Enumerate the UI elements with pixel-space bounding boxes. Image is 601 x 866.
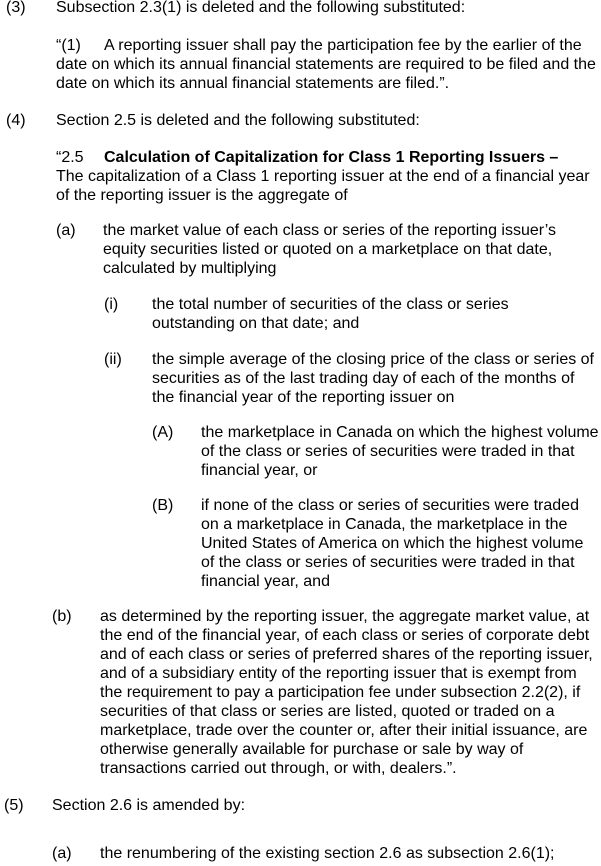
item-text: A reporting issuer shall pay the participation fee by the earlier of the date on which its annual financial statements are required to be filed and the date on which its annual financial statements are filed.”. (56, 37, 596, 92)
item-heading: Calculation of Capitalization for Class 1 Reporting Issuers – (104, 149, 559, 166)
item-text: the simple average of the closing price of the class or series of securities as of the last trading day of each of the months of the financial year of the reporting issuer on (152, 351, 594, 406)
item-number: (a) (56, 222, 76, 239)
item-number: (4) (6, 112, 26, 129)
item-text: as determined by the reporting issuer, the aggregate market value, at the end of the financial year, of each class or series of corporate debt and of each class or series of preferred shares of the reporting issuer, and of a subsidiary entity of the reporting issuer that is exempt from the requirement to pay a participation fee under subsection 2.2(2), if securities of that class or series are listed, quoted or traded on a marketplace, trade over the counter or, after their initial issuance, are otherwise generally available for purchase or sale by way of transactions carried out through, or with, dealers.”. (100, 608, 593, 777)
item-text: if none of the class or series of securities were traded on a marketplace in Canada, the marketplace in the United States of America on which the highest volume of the class or series of securities were traded in that financial year, and (201, 497, 584, 590)
item-text: Section 2.6 is amended by: (52, 797, 246, 814)
item-number: “2.5 (56, 149, 84, 166)
item-text: The capitalization of a Class 1 reporting issuer at the end of a financial year of the reporting issuer is the aggregate of (56, 168, 590, 204)
item-number: “(1) (56, 37, 81, 54)
item-number: (ii) (104, 351, 122, 368)
item-number: (5) (4, 797, 24, 814)
item-text: the total number of securities of the class or series outstanding on that date; and (152, 296, 509, 332)
item-text: the marketplace in Canada on which the highest volume of the class or series of securities were traded in that financial year, or (201, 424, 599, 479)
item-text: the renumbering of the existing section 2.6 as subsection 2.6(1); (100, 845, 555, 862)
item-number: (A) (152, 424, 174, 441)
item-number: (3) (6, 0, 26, 16)
item-number: (B) (152, 497, 174, 514)
item-text: Subsection 2.3(1) is deleted and the following substituted: (56, 0, 466, 16)
item-number: (i) (104, 296, 119, 313)
item-text: Section 2.5 is deleted and the following substituted: (56, 112, 420, 129)
item-substituted-2-3-1 (56, 36, 601, 93)
item-number: (b) (52, 608, 72, 625)
item-number: (a) (52, 845, 72, 862)
item-text: the market value of each class or series of the reporting issuer’s equity securities listed or quoted on a marketplace on that date, calculated by multiplying (103, 222, 556, 277)
